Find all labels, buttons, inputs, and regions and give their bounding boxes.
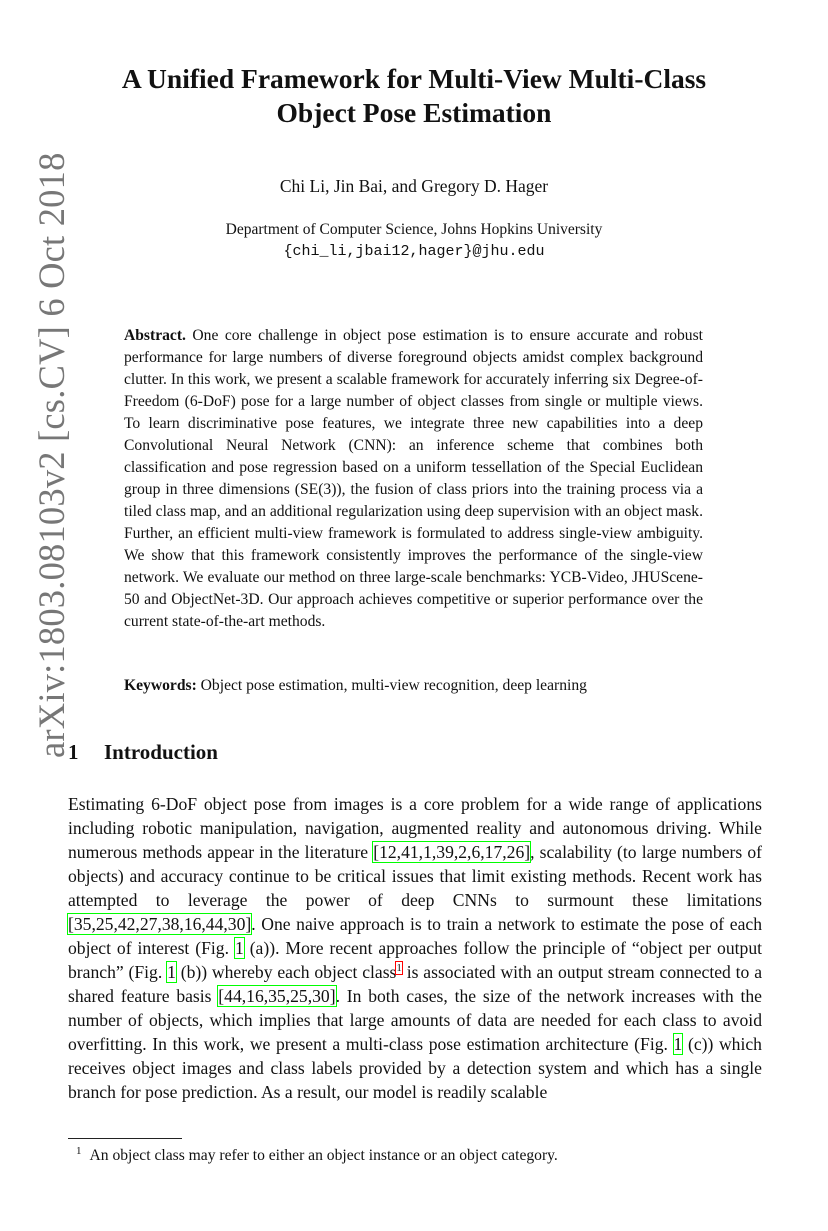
footnote-text: An object class may refer to either an object instance or an object category. bbox=[89, 1147, 558, 1165]
keywords-text: Object pose estimation, multi-view recognition, deep learning bbox=[200, 677, 587, 694]
footnote-rule bbox=[68, 1138, 182, 1139]
figure-link[interactable]: 1 bbox=[167, 962, 176, 982]
figure-link[interactable]: 1 bbox=[234, 938, 244, 958]
intro-text: . One naive approach is to train a network to estimate the pose of each object of interest (Fig. bbox=[68, 914, 762, 958]
intro-text: Estimating 6-DoF object pose from images is a core problem for a wide range of applications including robotic manipulation, navigation, augmented reality and autonomous driving. While numerous methods appear in the literature bbox=[68, 794, 762, 862]
intro-text: (a)). More recent approaches follow the principle of “object per output branch” (Fig. bbox=[68, 938, 763, 982]
citation-link[interactable]: [12,41,1,39,2,6,17,26] bbox=[373, 842, 531, 862]
intro-text: . In both cases, the size of the network increases with the number of objects, which implies that large amounts of data are needed for each class to avoid overfitting. In this work, we present a multi-class pose estimation architecture (Fig. bbox=[68, 986, 762, 1054]
keywords-label: Keywords: bbox=[124, 677, 197, 694]
section-heading bbox=[68, 740, 218, 765]
paper-title bbox=[80, 62, 748, 130]
abstract-label: Abstract. bbox=[124, 327, 186, 344]
section-number: 1 bbox=[68, 740, 79, 764]
figure-link[interactable]: 1 bbox=[673, 1034, 683, 1054]
intro-text: , scalability (to large numbers of objects) and accuracy continue to be critical issues that limit existing methods. Recent work has attempted to leverage the power of deep CNNs to surmount these limitations bbox=[68, 842, 762, 910]
keywords bbox=[124, 677, 703, 695]
authors: Chi Li, Jin Bai, and Gregory D. Hager bbox=[279, 176, 549, 196]
citation-link[interactable]: [44,16,35,25,30] bbox=[218, 986, 336, 1006]
arxiv-identifier: arXiv:1803.08103v2 [cs.CV] 6 Oct 2018 bbox=[31, 152, 72, 758]
intro-text: (c)) which receives object images and class labels provided by a detection system and which has a single branch for pose prediction. As a result, our model is readily scalable bbox=[68, 1034, 762, 1102]
footnote-link[interactable]: 1 bbox=[396, 962, 402, 975]
abstract-text: One core challenge in object pose estimation is to ensure accurate and robust performance for large numbers of diverse foreground objects amidst complex background clutter. In this work, we present a scalable framework for accurately inferring six Degree-of-Freedom (6-DoF) pose for a large number of object classes from single or multiple views. To learn discriminative pose features, we integrate three new capabilities into a deep Convolutional Neural Network (CNN): an inference scheme that combines both classification and pose regression based on a uniform tessellation of the Special Euclidean group in three dimensions (SE(3)), the fusion of class priors into the training process via a tiled class map, and an additional regularization using deep supervision with an object mask. Further, an efficient multi-view framework is formulated to address single-view ambiguity. We show that this framework consistently improves the performance of the single-view network. We evaluate our method on three large-scale benchmarks: YCB-Video, JHUScene-50 and ObjectNet-3D. Our approach achieves competitive or superior performance over the current state-of-the-art methods. bbox=[124, 327, 703, 630]
abstract bbox=[124, 325, 703, 633]
footnote bbox=[76, 1145, 756, 1165]
footnote-mark: 1 bbox=[76, 1145, 82, 1157]
intro-text: is associated with an output stream connected to a shared feature basis bbox=[68, 962, 762, 1006]
intro-text: (b)) whereby each object class bbox=[175, 962, 397, 982]
affiliation-block bbox=[80, 219, 748, 263]
intro-paragraph bbox=[68, 792, 762, 1104]
email[interactable]: {chi_li,jbai12,hager}@jhu.edu bbox=[283, 243, 545, 260]
affiliation: Department of Computer Science, Johns Hopkins University bbox=[225, 221, 603, 238]
citation-link[interactable]: [35,25,42,27,38,16,44,30] bbox=[68, 914, 252, 934]
title-line-1: A Unified Framework for Multi-View Multi-Class bbox=[121, 63, 707, 94]
title-line-2: Object Pose Estimation bbox=[276, 97, 552, 128]
section-title: Introduction bbox=[104, 740, 218, 764]
